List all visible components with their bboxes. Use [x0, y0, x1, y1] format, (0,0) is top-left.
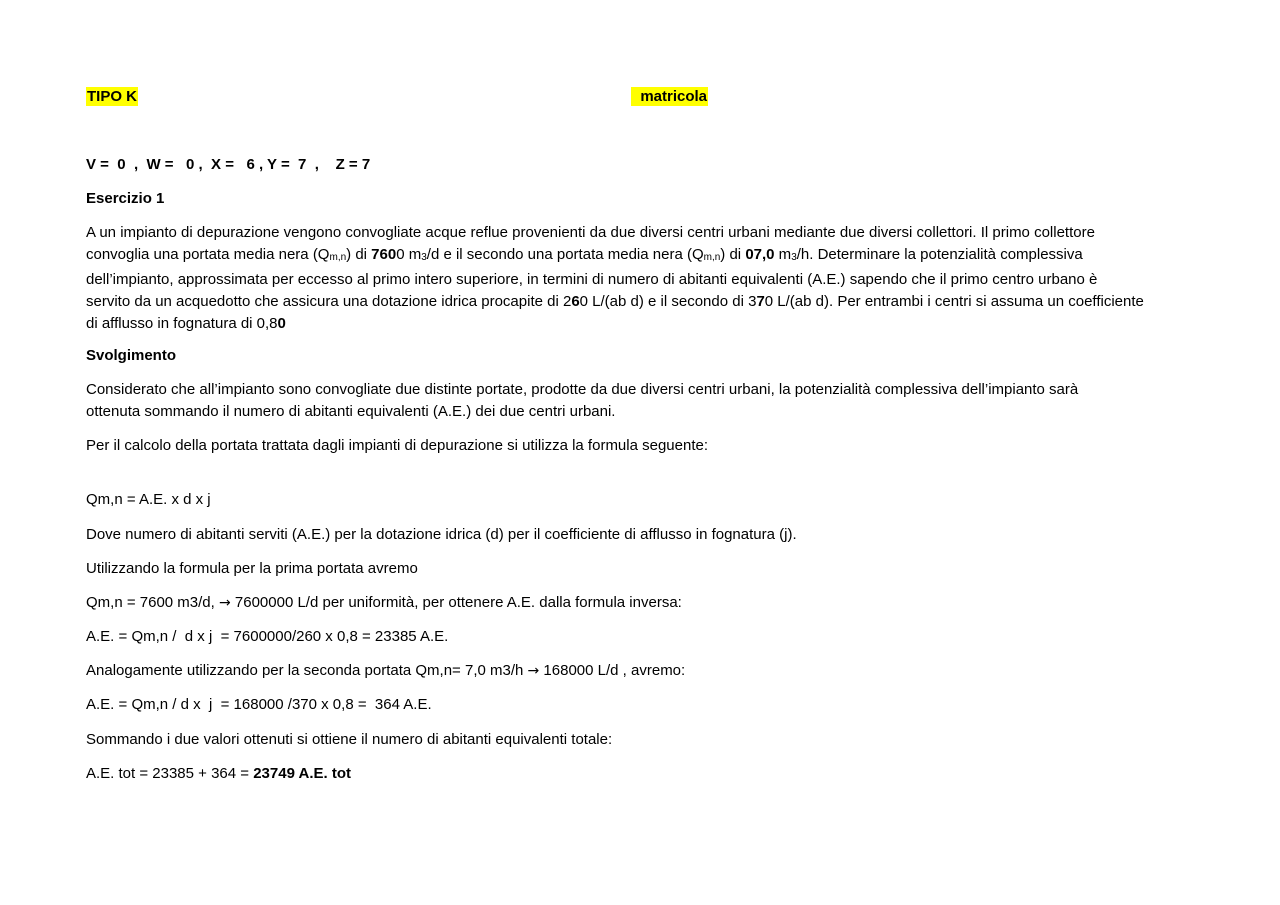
- problem-line-1: A un impianto di depurazione vengono convogliate acque reflue provenienti da due diversi centri urbani mediante due diversi collettori. Il primo collettore: [86, 224, 1095, 241]
- arrow-right-icon: →: [527, 663, 540, 679]
- text-run: A.E. tot = 23385 + 364 =: [86, 765, 254, 782]
- solution-paragraph-2: Per il calcolo della portata trattata dagli impianti di depurazione si utilizza la formula seguente:: [86, 437, 709, 454]
- bold-value: 760: [371, 246, 397, 263]
- text-run: servito da un acquedotto che assicura una dotazione idrica procapite di 2: [86, 293, 572, 310]
- text-run: di afflusso in fognatura di 0,8: [86, 315, 278, 332]
- text-run: convoglia una portata media nera (Q: [86, 246, 330, 263]
- second-flow-conversion: [86, 660, 685, 682]
- total-value: 23749 A.E. tot: [253, 765, 352, 782]
- solution-line: Considerato che all’impianto sono convogliate due distinte portate, prodotte da due diversi centri urbani, la potenzialità complessiva dell’impianto sarà: [86, 381, 1079, 398]
- subscript: 3: [791, 252, 797, 263]
- subscript: m,n: [703, 252, 721, 263]
- matricola-highlight: matricola: [632, 88, 708, 105]
- bold-value: 7: [756, 293, 765, 310]
- formula-explanation: Dove numero di abitanti serviti (A.E.) per la dotazione idrica (d) per il coefficiente di afflusso in fognatura (j).: [86, 526, 797, 543]
- tipo-highlight: TIPO K: [87, 88, 138, 105]
- solution-title: Svolgimento: [86, 347, 177, 364]
- subscript: 3: [421, 252, 427, 263]
- tipo-label: [86, 86, 138, 108]
- problem-line-2: [86, 244, 1176, 269]
- subscript: m,n: [329, 252, 347, 263]
- text-run: 7600000 L/d per uniformità, per ottenere A.E. dalla formula inversa:: [230, 594, 682, 611]
- formula: Qm,n = A.E. x d x j: [86, 491, 211, 508]
- first-flow-intro: Utilizzando la formula per la prima portata avremo: [86, 560, 418, 577]
- sum-intro: Sommando i due valori ottenuti si ottiene il numero di abitanti equivalenti totale:: [86, 731, 613, 748]
- bold-value: 07,0: [745, 246, 775, 263]
- text-run: Qm,n = 7600 m3/d,: [86, 594, 219, 611]
- variables-line: V = 0 , W = 0 , X = 6 , Y = 7 , Z = 7: [86, 156, 371, 173]
- solution-line: ottenuta sommando il numero di abitanti equivalenti (A.E.) dei due centri urbani.: [86, 403, 616, 420]
- second-flow-result: A.E. = Qm,n / d x j = 168000 /370 x 0,8 = 364 A.E.: [86, 696, 432, 713]
- text-run: 0 L/(ab d) e il secondo di 3: [579, 293, 757, 310]
- problem-line-4: [86, 291, 1176, 313]
- solution-paragraph-1: [86, 379, 1176, 423]
- text-run: 0 m: [396, 246, 422, 263]
- arrow-right-icon: →: [219, 595, 231, 611]
- text-run: 168000 L/d , avremo:: [539, 662, 686, 679]
- text-run: /d e il secondo una portata media nera (Q: [426, 246, 704, 263]
- bold-value: 6: [571, 293, 580, 310]
- first-flow-conversion: [86, 592, 682, 614]
- text-run: m: [774, 246, 792, 263]
- problem-line-5: [86, 313, 1176, 335]
- text-run: ) di: [346, 246, 372, 263]
- text-run: ) di: [720, 246, 746, 263]
- first-flow-result: A.E. = Qm,n / d x j = 7600000/260 x 0,8 = 23385 A.E.: [86, 628, 449, 645]
- total-result: [86, 763, 351, 785]
- text-run: /h. Determinare la potenzialità complessiva: [796, 246, 1083, 263]
- bold-value: 0: [277, 315, 286, 332]
- matricola-label: [631, 86, 708, 108]
- text-run: Analogamente utilizzando per la seconda portata Qm,n= 7,0 m3/h: [86, 662, 528, 679]
- text-run: 0 L/(ab d). Per entrambi i centri si assuma un coefficiente: [764, 293, 1144, 310]
- exercise-title: Esercizio 1: [86, 190, 165, 207]
- problem-line-3: dell’impianto, approssimata per eccesso al primo intero superiore, in termini di numero di abitanti equivalenti (A.E.) sapendo che il primo centro urbano è: [86, 271, 1098, 288]
- problem-statement: [86, 222, 1176, 335]
